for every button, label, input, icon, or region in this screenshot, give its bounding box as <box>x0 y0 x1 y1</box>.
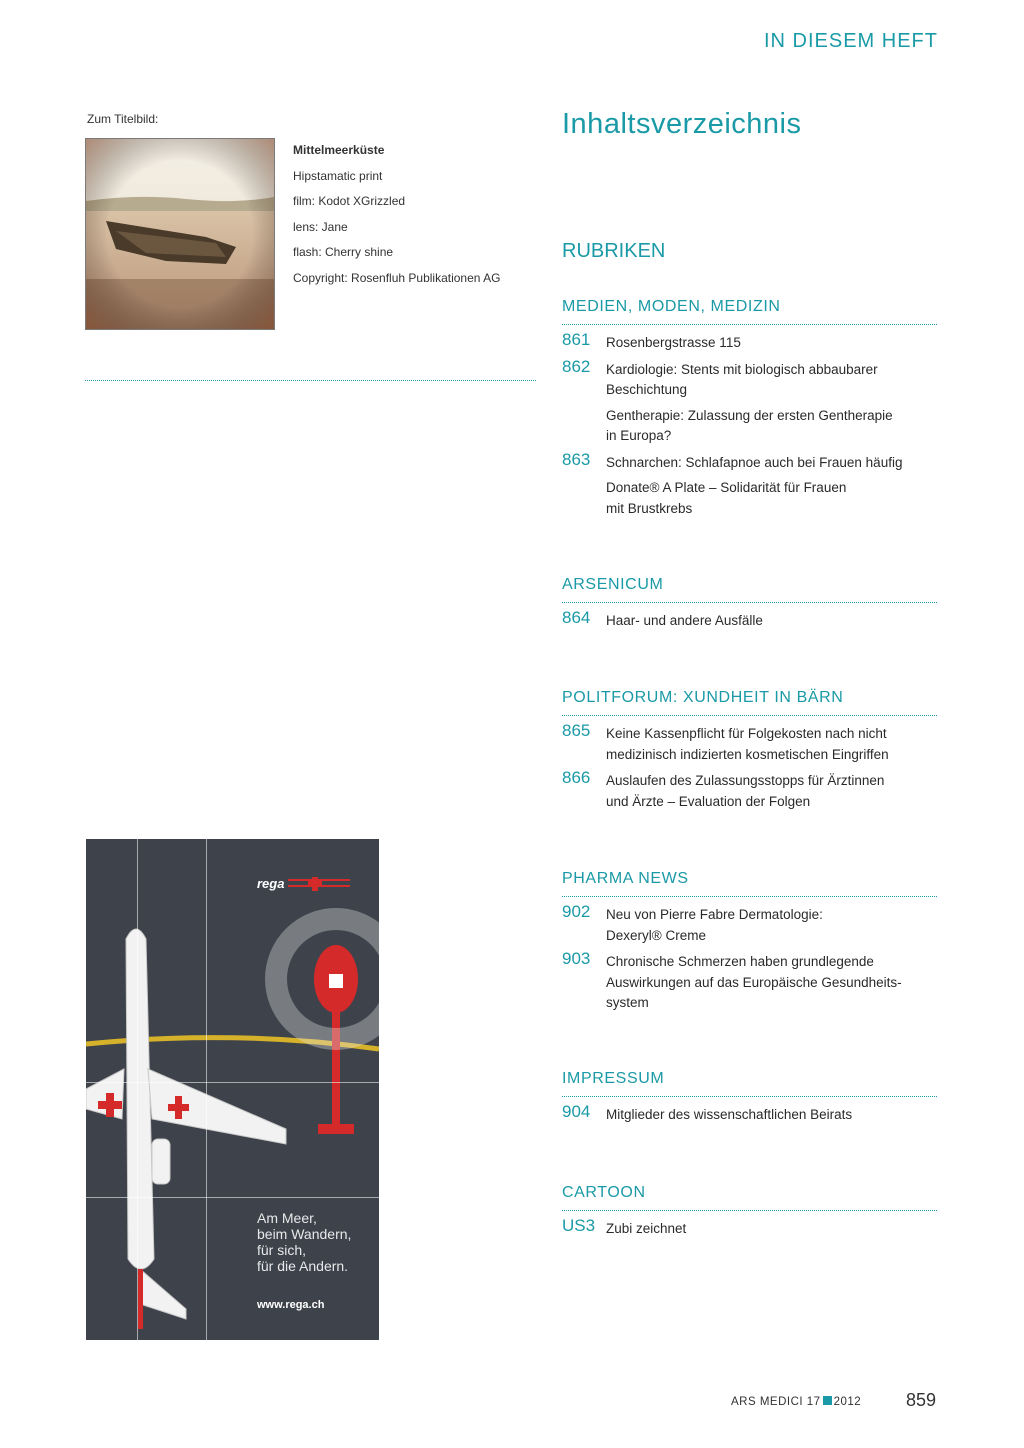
square-icon <box>823 1396 832 1405</box>
slogan-line: für sich, <box>257 1242 307 1258</box>
entry-text: system <box>606 995 649 1010</box>
toc-entry[interactable] <box>562 1102 937 1126</box>
grid-line <box>86 1082 379 1083</box>
entry-text: Rosenbergstrasse 115 <box>606 335 741 350</box>
toc-entry[interactable] <box>562 449 937 520</box>
entry-text: Auswirkungen auf das Europäische Gesundheits- <box>606 974 902 990</box>
journal-year: 2012 <box>833 1396 862 1408</box>
toc-entry[interactable] <box>562 902 937 946</box>
grid-line <box>86 1197 379 1198</box>
divider <box>85 380 536 381</box>
entry-text: Mitglieder des wissenschaftlichen Beirats <box>606 1107 853 1122</box>
toc-section <box>562 1070 937 1132</box>
cover-credit-line: film: Kodot XGrizzled <box>293 194 406 208</box>
toc-entry[interactable] <box>562 330 937 354</box>
toc-entry[interactable] <box>562 356 937 447</box>
page-number: 865 <box>562 721 591 740</box>
cover-title: Mittelmeerküste <box>293 143 385 157</box>
section-heading: IMPRESSUM <box>562 1070 937 1097</box>
entry-text: Beschichtung <box>606 382 688 397</box>
entry-subtext: Gentherapie: Zulassung der ersten Gentherapie <box>606 407 893 423</box>
page-number: 861 <box>562 330 591 349</box>
toc-section <box>562 870 937 1020</box>
toc-entry[interactable] <box>562 721 937 765</box>
rega-slogan <box>257 1210 351 1274</box>
section-heading: ARSENICUM <box>562 576 937 603</box>
rega-logo <box>257 874 350 892</box>
slogan-line: beim Wandern, <box>257 1226 352 1242</box>
cover-credit-line: flash: Cherry shine <box>293 245 394 259</box>
section-label: IN DIESEM HEFT <box>763 30 938 52</box>
rega-advertisement[interactable] <box>86 839 379 1340</box>
entry-subtext: in Europa? <box>606 428 672 443</box>
section-heading: POLITFORUM: XUNDHEIT IN BÄRN <box>562 689 937 716</box>
entry-text: Dexeryl® Creme <box>606 927 706 943</box>
rega-url-link[interactable]: www.rega.ch <box>257 1299 325 1311</box>
toc-section <box>562 298 937 525</box>
entry-text: Schnarchen: Schlafapnoe auch bei Frauen häufig <box>606 454 903 470</box>
toc-section <box>562 689 937 818</box>
cover-credits <box>293 138 500 291</box>
rega-logo-text: rega <box>257 876 285 891</box>
rubriken-heading: RUBRIKEN <box>562 240 666 262</box>
section-heading: PHARMA NEWS <box>562 870 937 897</box>
page-number: 902 <box>562 902 591 921</box>
cover-photo <box>85 138 275 330</box>
toc-entry[interactable] <box>562 608 937 632</box>
section-heading: MEDIEN, MODEN, MEDIZIN <box>562 298 937 325</box>
entry-text: und Ärzte – Evaluation der Folgen <box>606 793 811 809</box>
entry-text: Kardiologie: Stents mit biologisch abbaubarer <box>606 361 878 377</box>
toc-entry[interactable] <box>562 1216 937 1240</box>
entry-text: Haar- und andere Ausfälle <box>606 613 763 628</box>
page-number: 903 <box>562 949 591 968</box>
cover-credit-line: Copyright: Rosenfluh Publikationen AG <box>293 270 501 285</box>
journal-title: ARS MEDICI 17 <box>731 1396 821 1408</box>
page-number: 866 <box>562 768 591 787</box>
entry-subtext: mit Brustkrebs <box>606 500 693 516</box>
entry-text: Auslaufen des Zulassungsstopps für Ärztinnen <box>606 773 885 788</box>
page-number: 864 <box>562 608 591 627</box>
grid-line <box>137 839 138 1340</box>
slogan-line: für die Andern. <box>257 1258 349 1274</box>
page-number-footer: 859 <box>906 1390 937 1410</box>
page-number: 904 <box>562 1102 591 1121</box>
cover-caption: Zum Titelbild: <box>87 112 159 126</box>
entry-text: Chronische Schmerzen haben grundlegende <box>606 954 874 969</box>
toc-entry[interactable] <box>562 949 937 1014</box>
section-heading: CARTOON <box>562 1184 937 1211</box>
journal-name <box>731 1396 861 1408</box>
entry-subtext: Donate® A Plate – Solidarität für Frauen <box>606 480 847 495</box>
entry-text: Keine Kassenpflicht für Folgekosten nach nicht <box>606 726 887 741</box>
page-number: 862 <box>562 356 591 376</box>
entry-text: Zubi zeichnet <box>606 1221 687 1236</box>
cover-credit-line: lens: Jane <box>293 219 348 234</box>
page-number: 863 <box>562 449 591 469</box>
toc-section <box>562 576 937 638</box>
toc-title: Inhaltsverzeichnis <box>562 108 802 140</box>
entry-text: medizinisch indizierten kosmetischen Eingriffen <box>606 746 889 762</box>
rega-cross-icon <box>288 874 350 892</box>
cover-credit-line: Hipstamatic print <box>293 168 383 183</box>
page-number: US3 <box>562 1216 596 1235</box>
toc-section <box>562 1184 937 1246</box>
toc-entry[interactable] <box>562 768 937 812</box>
entry-text: Neu von Pierre Fabre Dermatologie: <box>606 907 823 922</box>
grid-line <box>206 839 207 1340</box>
slogan-line: Am Meer, <box>257 1210 317 1226</box>
